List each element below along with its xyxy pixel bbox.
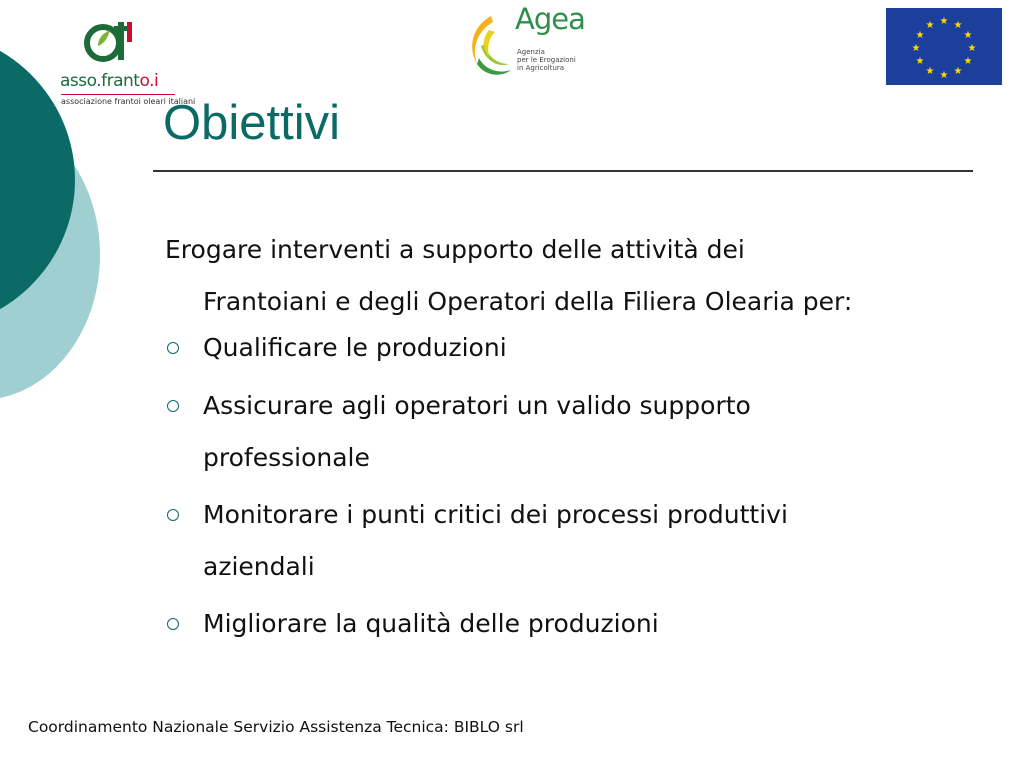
title-divider (153, 170, 973, 172)
agea-wordmark: Agea (515, 2, 585, 36)
list-item (165, 598, 965, 650)
bullet-text: Migliorare la qualità delle produzioni (203, 609, 659, 638)
bullet-ring-icon (167, 400, 179, 412)
slide-footer: Coordinamento Nazionale Servizio Assistenza Tecnica: BIBLO srl (28, 718, 524, 736)
agea-subtitle (517, 48, 576, 72)
assofrantoi-wordmark-accent: o.i (139, 71, 159, 91)
agea-logo (463, 2, 588, 84)
assofrantoi-logo (60, 14, 196, 110)
bullet-text-continued: professionale (203, 443, 370, 472)
assofrantoi-subtitle: associazione frantoi oleari italiani (61, 97, 196, 106)
svg-text:★: ★ (953, 66, 963, 77)
agea-subtitle-line: in Agricoltura (517, 64, 565, 72)
bullet-text-continued: aziendali (203, 552, 315, 581)
intro-paragraph (165, 224, 965, 328)
assofrantoi-wordmark-main: asso.frant (60, 71, 140, 91)
slide-title: Obiettivi (163, 96, 341, 150)
agea-subtitle-line: per le Erogazioni (517, 56, 576, 64)
svg-text:★: ★ (963, 56, 973, 67)
svg-text:★: ★ (915, 30, 925, 41)
svg-text:★: ★ (915, 56, 925, 67)
svg-text:★: ★ (939, 16, 949, 27)
svg-text:★: ★ (925, 66, 935, 77)
bullet-text: Monitorare i punti critici dei processi produttivi (203, 500, 788, 529)
list-item (165, 489, 965, 593)
bullet-ring-icon (167, 342, 179, 354)
eu-stars-icon (886, 8, 1002, 85)
svg-text:★: ★ (911, 43, 921, 54)
bullet-text: Assicurare agli operatori un valido supporto (203, 391, 751, 420)
list-item (165, 322, 965, 374)
assofrantoi-mark-icon (84, 16, 134, 66)
assofrantoi-wordmark (60, 71, 158, 91)
eu-flag (886, 8, 1002, 85)
intro-line: Frantoiani e degli Operatori della Filiera Olearia per: (203, 287, 853, 316)
svg-text:★: ★ (925, 20, 935, 31)
svg-text:★: ★ (963, 30, 973, 41)
intro-line: Erogare interventi a supporto delle attività dei (165, 235, 745, 264)
svg-text:★: ★ (953, 20, 963, 31)
bullet-ring-icon (167, 618, 179, 630)
assofrantoi-underline (61, 94, 175, 95)
svg-text:★: ★ (939, 70, 949, 81)
bullet-ring-icon (167, 509, 179, 521)
agea-swoosh-icon (463, 12, 515, 82)
list-item (165, 380, 965, 484)
svg-text:★: ★ (967, 43, 977, 54)
agea-subtitle-line: Agenzia (517, 48, 545, 56)
bullet-text: Qualificare le produzioni (203, 333, 507, 362)
